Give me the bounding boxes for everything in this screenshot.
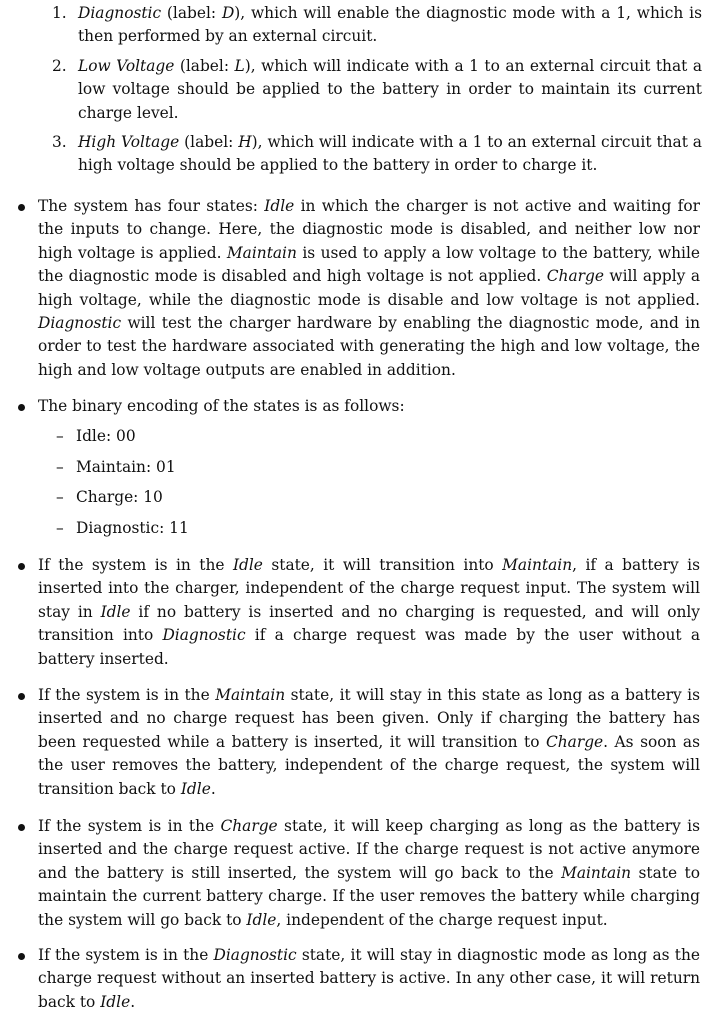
label-letter: H: [238, 133, 252, 152]
item-text: ), which will enable the diagnostic mode with a 1, which is then performed by an external circuit.: [78, 4, 702, 46]
states-paragraph: The system has four states: Idle in which the charger is not active and waiting for the inputs to change. Here, the diagnostic mode is disabled, and neither low nor high voltage is applied. Maintain is used to apply a low voltage to the battery, while the diagnostic mode is disabled and high voltage is not applied. Charge will apply a high voltage, while the diagnostic mode is disable and low voltage is not applied. Diagnostic will test the charger hardware by enabling the diagnostic mode, and in order to test the hardware associated with generating the high and low voltage, the high and low voltage outputs are enabled in addition.: [38, 197, 700, 379]
state-name-emphasis: Charge: [545, 732, 604, 751]
maintain-paragraph: If the system is in the Maintain state, it will stay in this state as long as a battery is inserted and no charge request has been given. Only if charging the battery has been requested while a battery is inserted, it will transition to Charge. As soon as the user removes the battery, independent of the charge request, the system will transition back to Idle.: [38, 686, 700, 798]
state-name-emphasis: Maintain: [502, 556, 573, 574]
diagnostic-paragraph: If the system is in the Diagnostic state, it will stay in diagnostic mode as long as the charge request without an inserted battery is active. In any other case, it will return back to Idle.: [38, 946, 700, 1011]
term: Diagnostic: [78, 4, 162, 22]
term: High Voltage: [78, 133, 180, 152]
bullet-dot: [18, 953, 25, 960]
bullet-dot: [18, 693, 25, 700]
list-marker: 3.: [52, 133, 67, 152]
list-marker: 2.: [52, 56, 67, 75]
idle-paragraph: If the system is in the Idle state, it will transition into Maintain, if a battery is inserted into the charger, independent of the charge request input. The system will stay in Idle if no battery is inserted and no charging is requested, and will only transition into Diagnostic if a charge request was made by the user without a battery inserted.: [38, 556, 701, 668]
state-name-emphasis: Diagnostic: [38, 314, 122, 333]
state-name-emphasis: Idle: [232, 556, 263, 574]
bullet-idle-transitions: [14, 554, 700, 671]
encoding-item-charge: [56, 486, 700, 509]
encoding-intro: The binary encoding of the states is as follows:: [38, 397, 405, 415]
state-name-emphasis: Charge: [220, 817, 278, 835]
label-letter: D: [221, 4, 235, 22]
encoding-item-maintain: [56, 456, 700, 479]
output-signal-list: [50, 2, 702, 184]
state-name-emphasis: Idle: [100, 992, 131, 1011]
state-name-emphasis: Diagnostic: [162, 626, 246, 645]
list-item-high-voltage: [50, 131, 702, 178]
encoding-item-diagnostic: [56, 517, 700, 540]
dash-marker: –: [56, 518, 64, 537]
encoding-text: Idle: 00: [76, 427, 136, 446]
state-name-emphasis: Maintain: [226, 243, 297, 262]
encoding-list: [56, 425, 700, 540]
label-letter: L: [234, 56, 245, 75]
bullet-encoding: [14, 395, 700, 547]
dash-marker: –: [56, 427, 64, 446]
charge-paragraph: If the system is in the Charge state, it will keep charging as long as the battery is inserted and the charge request active. If the charge request is not active anymore and the battery is still inserted, the system will go back to the Maintain state to maintain the current battery charge. If the user removes the battery while charging the system will go back to Idle, independent of the charge request input.: [38, 817, 701, 929]
list-item-diagnostic: [50, 2, 702, 49]
bullet-maintain-transitions: [14, 684, 700, 801]
item-text: ), which will indicate with a 1 to an external circuit that a low voltage should be applied to the battery in order to maintain its current charge level.: [78, 56, 702, 122]
label-prefix: (label:: [174, 56, 235, 75]
encoding-text: Maintain: 01: [76, 457, 176, 476]
label-prefix: (label:: [161, 4, 222, 22]
label-prefix: (label:: [179, 133, 239, 152]
dash-marker: –: [56, 488, 64, 507]
bullet-diagnostic-transitions: [14, 944, 700, 1014]
state-name-emphasis: Idle: [180, 779, 211, 798]
term: Low Voltage: [78, 56, 175, 75]
encoding-item-idle: [56, 425, 700, 448]
list-marker: 1.: [52, 4, 67, 22]
dash-marker: –: [56, 457, 64, 476]
list-item-low-voltage: [50, 55, 702, 125]
encoding-text: Diagnostic: 11: [76, 518, 189, 537]
bullet-dot: [18, 563, 25, 570]
state-name-emphasis: Charge: [546, 267, 604, 286]
state-name-emphasis: Idle: [100, 602, 131, 621]
state-name-emphasis: Idle: [264, 197, 295, 215]
bullet-dot: [18, 204, 25, 211]
state-name-emphasis: Idle: [246, 910, 277, 929]
item-text: ), which will indicate with a 1 to an external circuit that a high voltage should be applied to the battery in order to charge it.: [78, 133, 702, 175]
bullet-states: [14, 195, 700, 382]
bullet-charge-transitions: [14, 815, 700, 932]
bullet-dot: [18, 824, 25, 831]
state-name-emphasis: Diagnostic: [213, 946, 297, 964]
encoding-text: Charge: 10: [76, 488, 163, 507]
state-name-emphasis: Maintain: [561, 863, 632, 882]
state-name-emphasis: Maintain: [215, 686, 286, 704]
bullet-dot: [18, 404, 25, 411]
